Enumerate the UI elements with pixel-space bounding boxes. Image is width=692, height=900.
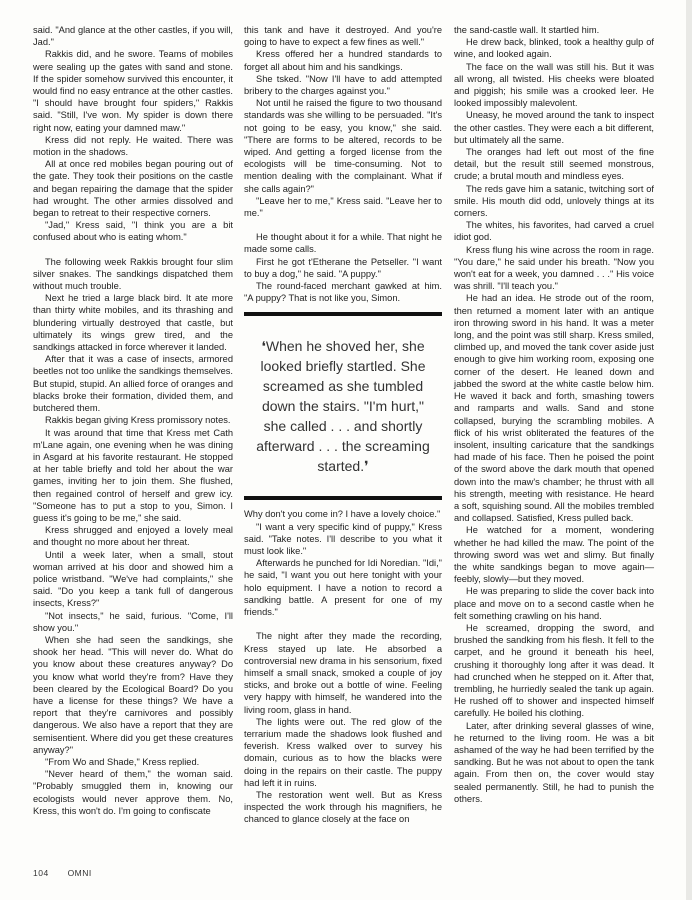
magazine-name: OMNI <box>67 868 92 878</box>
pull-quote-top-rule <box>244 312 442 316</box>
text-column-middle-bottom <box>244 508 442 825</box>
paragraph: The restoration went well. But as Kress inspected the work through his magnifiers, he chanced to glance closely at the face on <box>244 789 442 825</box>
paragraph: the sand-castle wall. It startled him. <box>454 25 600 35</box>
paragraph: "Leave her to me," Kress said. "Leave her to me." <box>244 195 442 219</box>
paragraph: Rakkis did, and he swore. Teams of mobiles were sealing up the gates with sand and stone. If the spider somehow survived this encounter, it would find no easy entrance at the other castles. "I should have brought four spiders," Rakkis said. "Still, I've won. My spider is down there right now, eating your damned maw." <box>33 49 233 133</box>
paragraph: Kress flung his wine across the room in rage. "You dare," he said under his breath. "Now you won't eat for a week, you damned . . ." His voice was shrill. "I'll teach you." <box>454 244 654 292</box>
paragraph: Kress offered her a hundred standards to forget all about him and his sandkings. <box>244 49 442 72</box>
paragraph: Later, after drinking several glasses of wine, he returned to the living room. He was a bit ashamed of the way he had been terrified by the sandking. But he was not about to open the tank again. From then on, the cover would stay sealed permanently. Still, he had to punish the others. <box>454 720 654 804</box>
paragraph: The night after they made the recording, Kress stayed up late. He absorbed a controversial new drama in his sensorium, fixed himself a small snack, smoked a couple of joy sticks, and broke out a bottle of wine. Feeling very happy with himself, he wandered into the living room, glass in hand. <box>244 631 442 715</box>
paragraph: She tsked. "Now I'll have to add attempted bribery to the charges against you." <box>244 73 442 97</box>
paragraph: He thought about it for a while. That night he made some calls. <box>244 232 442 255</box>
page-footer <box>33 868 108 878</box>
paragraph: The round-faced merchant gawked at him. "A puppy? That is not like you, Simon. <box>244 281 442 304</box>
paragraph: Rakkis began giving Kress promissory notes. <box>45 415 231 426</box>
paragraph: Next he tried a large black bird. It ate more than thirty white mobiles, and its thrashing and blundering virtually destroyed that castle, but ultimately its wings grew tired, and the sandkings attacked in force wherever it landed. <box>33 293 233 353</box>
paragraph: Afterwards he punched for Idi Noredian. "Idi," he said, "I want you out here tonight with your holo equipment. I have a notion to record a sandking battle. A present for one of my friends." <box>244 558 442 618</box>
paragraph: Until a week later, when a small, stout woman arrived at his door and showed him a police wristband. "We've had complaints," she said. "Do you keep a tank full of dangerous insects, Kress?" <box>33 549 233 609</box>
paragraph: The face on the wall was still his. But it was all wrong, all twisted. His cheeks were bloated and piggish; his smile was a crooked leer. He looked impossibly malevolent. <box>454 61 654 109</box>
text-column-middle <box>244 24 442 826</box>
paragraph: After that it was a case of insects, armored beetles not too unlike the sandkings themselves. But stupid, stupid. An allied force of oranges and blacks broke their formation, divided them, and butchered them. <box>33 354 234 414</box>
paragraph: Kress did not reply. He waited. There was motion in the shadows. <box>33 134 233 158</box>
paragraph: The lights were out. The red glow of the terrarium made the shadows look flushed and feverish. Kress walked over to survey his domain, curious as to how the blacks were doing in the repairs on their castle. The puppy had left it in ruins. <box>244 716 442 788</box>
paragraph: He screamed, dropping the sword, and brushed the sandking from his flesh. It fell to the carpet, and he ground it beneath his heel, crushing it thoroughly long after it was dead. It had crunched when he stepped on it. After that, trembling, he hurriedly sealed the tank up again. He rushed off to shower and inspected himself carefully. He boiled his clothing. <box>454 622 654 719</box>
paragraph: The following week Rakkis brought four slim silver snakes. The sandkings dispatched them without much trouble. <box>33 256 233 292</box>
paragraph: The whites, his favorites, had carved a cruel idiot god. <box>454 220 654 243</box>
paragraph: When she had seen the sandkings, she shook her head. "This will never do. What do you know about these creatures anyway? Do you know what world they're from? Have they been cleared by the Ecological Board? Do you have a license for these things? We have a report that they're carnivores and possibly dangerous. We also have a report that they are semisentient. Where did you get these creatures anyway?" <box>33 634 233 755</box>
paragraph: He drew back, blinked, took a healthy gulp of wine, and looked again. <box>454 37 654 60</box>
paragraph: this tank and have it destroyed. And you're going to have to expect a few fines as well." <box>244 25 442 48</box>
paragraph: All at once red mobiles began pouring out of the gate. They took their positions on the castle and began repairing the damage that the spider had wrought. The other armies dissolved and began to retreat to their respective corners. <box>33 159 233 219</box>
page-number: 104 <box>33 868 49 878</box>
paragraph: The oranges had left out most of the fine detail, but the result still seemed monstrous, crude; a brutal mouth and mindless eyes. <box>454 147 654 182</box>
pull-quote <box>244 322 442 490</box>
paragraph: "Never heard of them," the woman said. "Probably smuggled them in, knowing our ecologists would never approve them. No, Kress, this won't do. I'm going to confiscate <box>33 769 233 816</box>
paragraph: First he got t'Etherane the Petseller. "I want to buy a dog," he said. "A puppy." <box>244 256 442 279</box>
paragraph: said. "And glance at the other castles, if you will, Jad." <box>33 25 233 48</box>
text-column-middle-top <box>244 24 442 304</box>
text-column-left <box>33 24 233 817</box>
paragraph: He had an idea. He strode out of the room, then returned a moment later with an antique iron throwing sword in his hand. It was a meter long, and the point was still sharp. Kress smiled, climbed up, and moved the tank cover aside just enough to give him working room, exposing one corner of the desert. He leaned down and jabbed the sword at the white castle below him. He waved it back and forth, smashing towers and ramparts and walls. Sand and stone collapsed, burying the scrambling mobiles. A flick of his wrist obliterated the features of the insolent, insulting caricature that the sandkings had made of his face. Then he poised the point of the sword above the dark mouth that opened down into the maw's chamber; he thrust with all his strength, meeting with resistance. He heard a soft, squishing sound. All the mobiles trembled and collapsed. Satisfied, Kress pulled back. <box>454 293 654 524</box>
text-column-right <box>454 24 654 805</box>
paragraph: The reds gave him a satanic, twitching sort of smile. His mouth did odd, unlovely things at its corners. <box>454 183 654 219</box>
paragraph: "From Wo and Shade," Kress replied. <box>45 756 200 767</box>
pull-quote-bottom-rule <box>244 496 442 500</box>
page-edge <box>686 0 692 900</box>
paragraph: "Not insects," he said, furious. "Come, I'll show you." <box>33 610 233 633</box>
paragraph: "Jad," Kress said, "I think you are a bit confused about who is eating whom." <box>33 220 233 243</box>
paragraph: He was preparing to slide the cover back into place and move on to a second castle when he felt something crawling on his hand. <box>454 586 654 621</box>
paragraph: He watched for a moment, wondering whether he had killed the maw. The point of the throwing sword was wet and slimy. But finally the white sandkings began to move again—feebly, slowly—but they moved. <box>454 525 654 585</box>
paragraph: Not until he raised the figure to two thousand standards was she willing to be persuaded. "It's not going to be easy, you know," she said. "There are forms to be altered, records to be wiped. And getting a forged license from the ecologists will be time-consuming. Not to mention dealing with the complainant. What if she calls again?" <box>244 98 442 194</box>
paragraph: It was around that time that Kress met Cath m'Lane again, one evening when he was dining in Asgard at his favorite restaurant. He stopped at her table briefly and told her about the war games, inviting her to join them. She flushed, then regained control of herself and grew icy. "Someone has to put a stop to you, Simon. I guess it's going to be me," she said. <box>33 427 233 523</box>
paragraph: Kress shrugged and enjoyed a lovely meal and thought no more about her threat. <box>33 525 233 548</box>
paragraph: Why don't you come in? I have a lovely choice." <box>244 509 441 520</box>
open-quote-icon: ❛ <box>261 338 266 355</box>
paragraph: "I want a very specific kind of puppy," Kress said. "Take notes. I'll describe to you what it must look like." <box>244 521 442 557</box>
pull-quote-text: When he shoved her, she looked briefly startled. She screamed as she tumbled down the stairs. "I'm hurt," she called . . . and shortly afterward . . . the screaming started. <box>256 338 430 475</box>
paragraph: Uneasy, he moved around the tank to inspect the other castles. They were each a bit different, but ultimately all the same. <box>454 110 654 145</box>
close-quote-icon: ❜ <box>364 458 369 475</box>
